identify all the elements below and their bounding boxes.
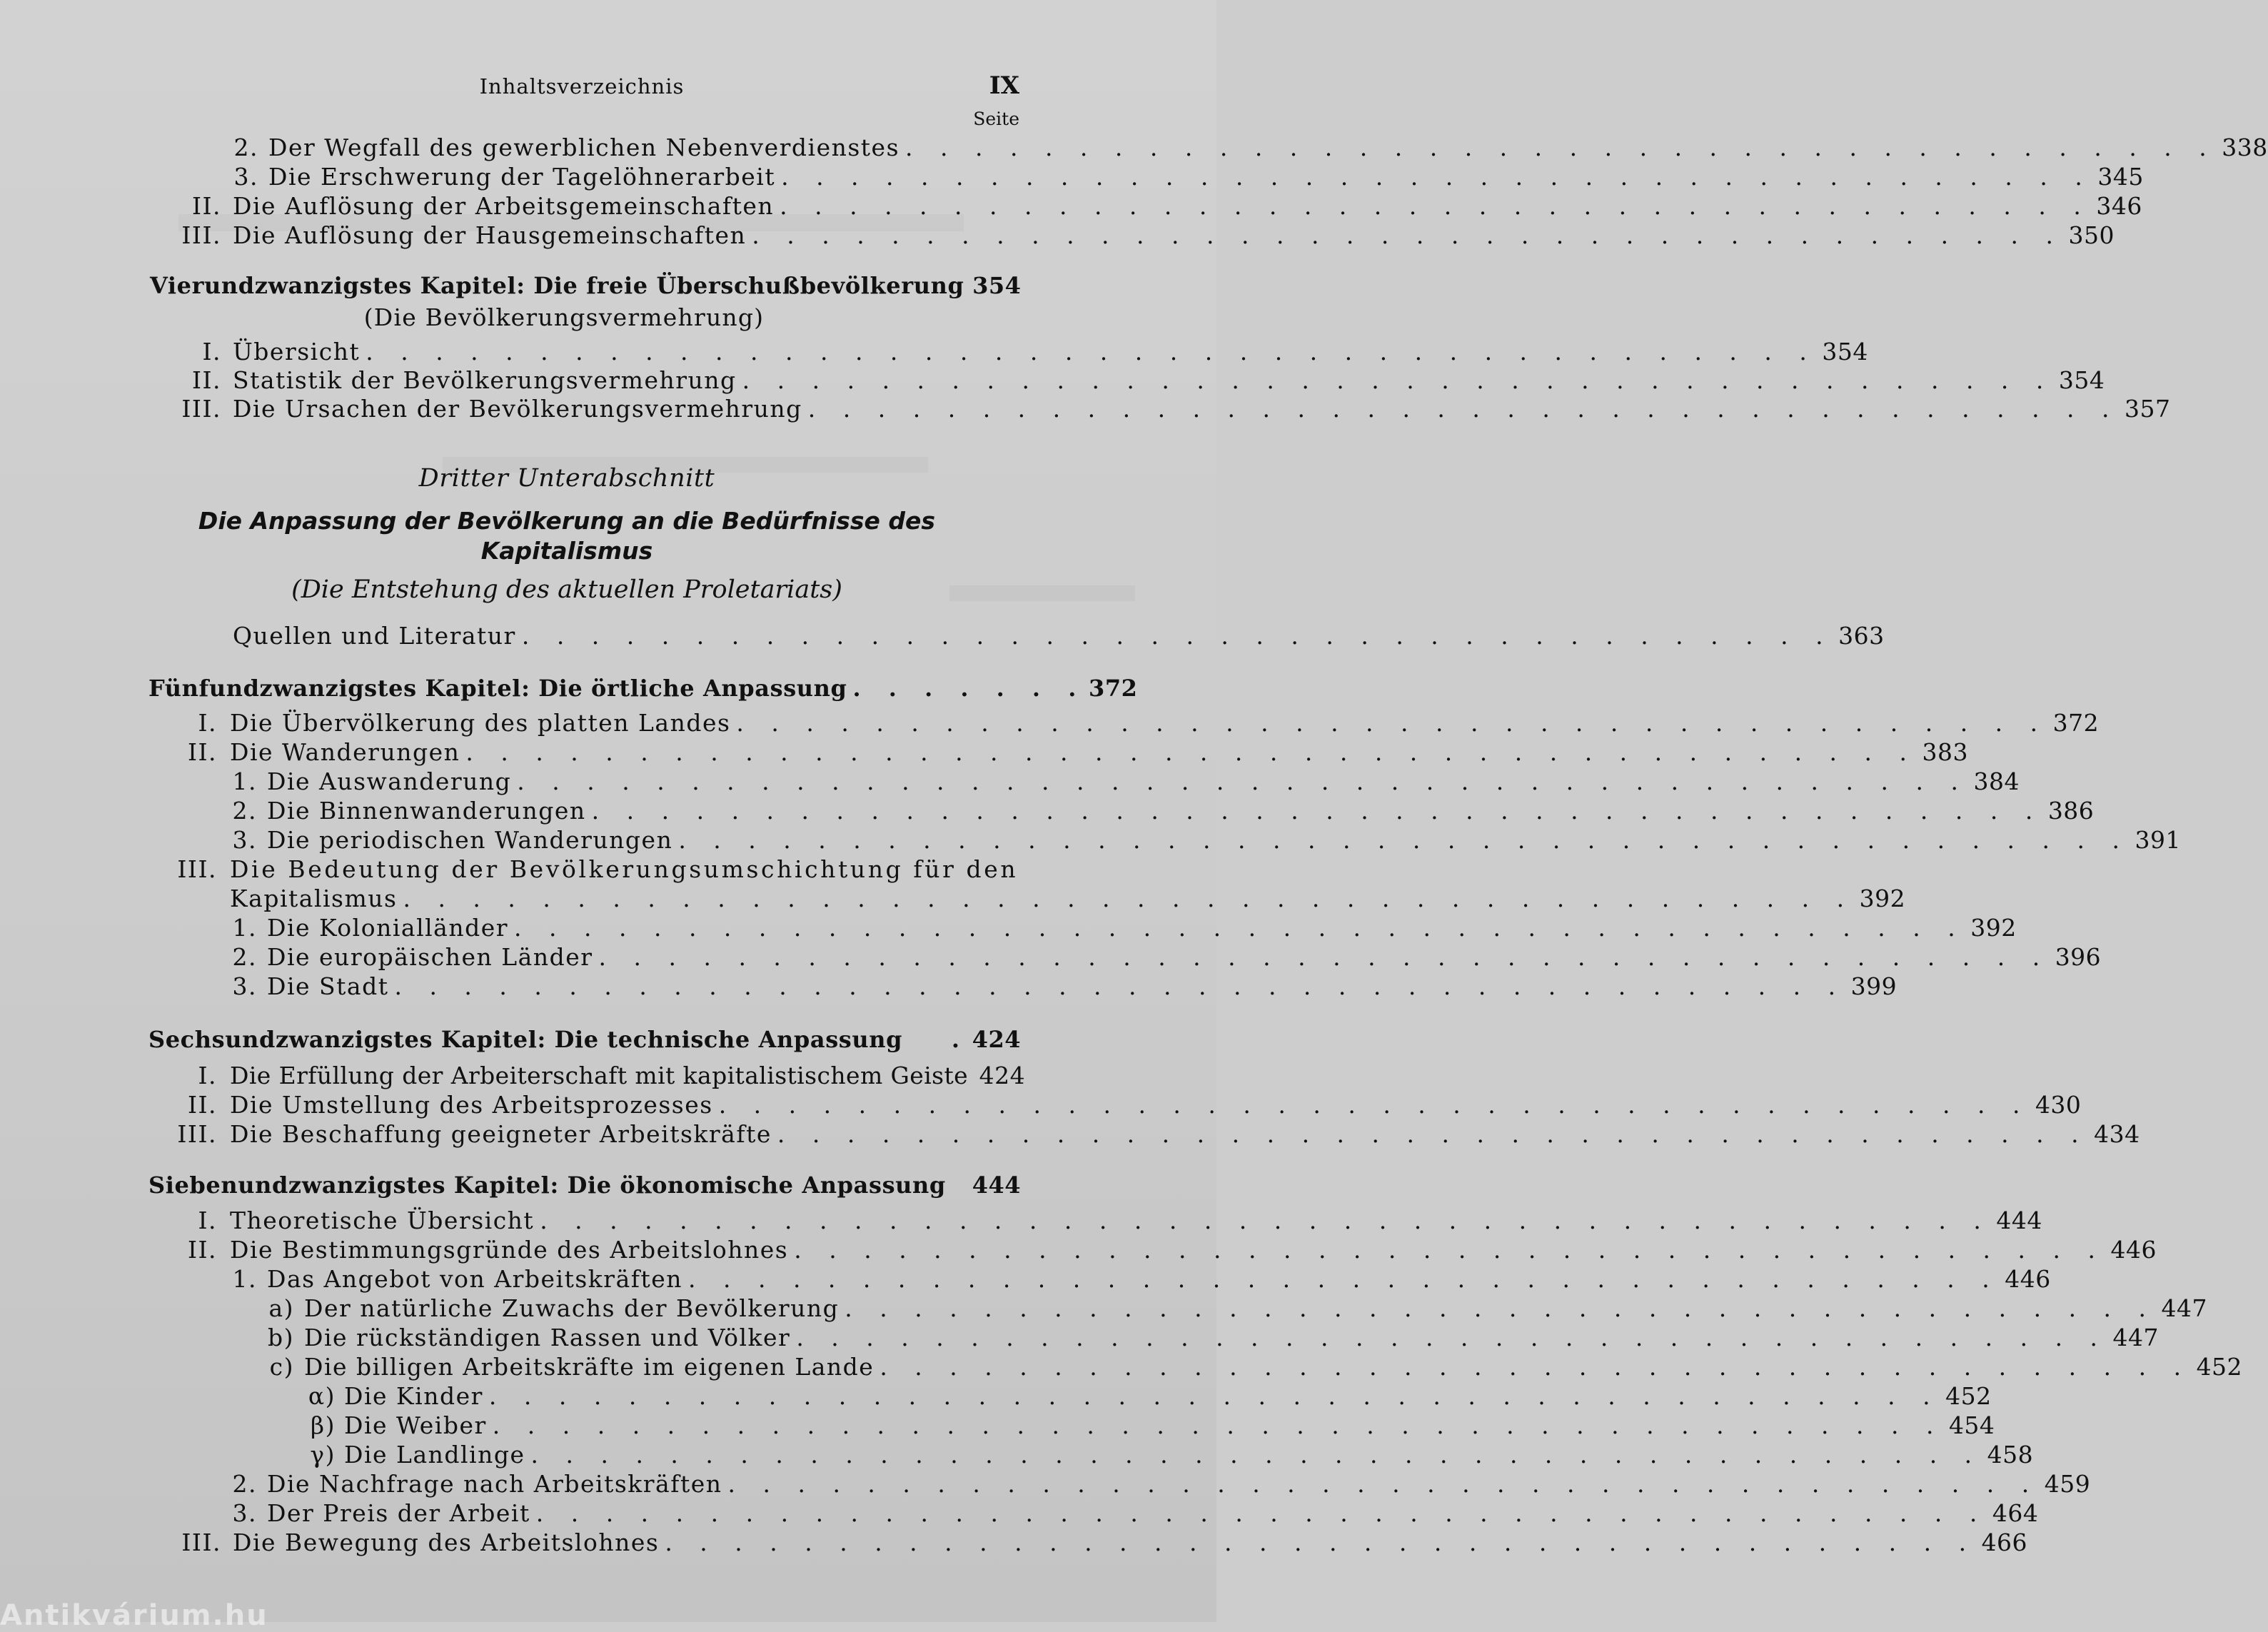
entry-page: 459 — [2044, 1470, 2091, 1498]
entry-title: Kapitalismus — [230, 885, 398, 912]
entry-title: Das Angebot von Arbeitskräften — [267, 1265, 683, 1293]
chapter-title: Fünfundzwanzigstes Kapitel: Die örtliche Anpassung — [148, 675, 847, 702]
entry-title: Die europäischen Länder — [267, 943, 593, 971]
entry-number: III. — [181, 395, 221, 423]
chapter-page: 444 — [972, 1172, 1021, 1199]
entry-page: 383 — [1922, 738, 1969, 766]
dot-leader: . . . . . . . . . . . . . . . . . . . . . . . . . . . . . . . . . . . . . . — [742, 366, 2054, 394]
entry-page: 392 — [1859, 885, 1906, 912]
dot-leader: . . . . . . . . . . . . . . . . . . . . . . . . . . . . . . . . . . . . . . . . . . — [591, 797, 2043, 825]
entry-page: 444 — [1996, 1207, 2042, 1234]
entry-page: 372 — [2052, 709, 2100, 737]
toc-entry — [306, 1441, 2034, 1469]
entry-number: III. — [181, 1528, 221, 1556]
entry-title: Die Weiber — [344, 1411, 487, 1439]
dot-leader: . . . . . . . . . . . . . . . . . . . . . . . . . . . . . . . . . . . . . . — [780, 192, 2091, 220]
entry-number: I. — [198, 709, 217, 737]
chapter-title: Siebenundzwanzigstes Kapitel: Die ökonomische Anpassung — [148, 1172, 946, 1199]
toc-entry — [214, 943, 2102, 971]
entry-title: Die Bewegung des Arbeitslohnes — [233, 1528, 660, 1556]
dot-leader: . . . . . . . . . . . . . . . . . . . . . . . . . . . . . . . . . . . . . . . . . . — [465, 738, 1917, 766]
toc-entry — [306, 1411, 1995, 1439]
entry-title: Die Kinder — [344, 1382, 483, 1410]
entry-number: 3. — [232, 1499, 257, 1527]
toc-entry — [177, 1207, 2042, 1234]
entry-title: Die periodischen Wanderungen — [267, 826, 673, 854]
entry-number: 1. — [232, 1265, 257, 1293]
toc-entry — [214, 1499, 2039, 1527]
dot-leader: . . . . . . . . . . . . . . . . . . . . . . . . . . . . . . . . . . . . . . . . . . — [517, 767, 1968, 795]
watermark: Antikvárium.hu — [0, 1599, 268, 1632]
chapter-page: 372 — [1089, 675, 1138, 702]
entry-title: Die Beschaffung geeigneter Arbeitskräfte — [230, 1120, 772, 1148]
toc-entry — [177, 1236, 2157, 1264]
entry-number: II. — [187, 738, 217, 766]
chapter-title: Sechsundzwanzigstes Kapitel: Die technische Anpassung — [148, 1026, 903, 1053]
entry-number: 2. — [233, 134, 258, 161]
entry-title: Die Auflösung der Arbeitsgemeinschaften — [233, 192, 775, 220]
entry-title: Die billigen Arbeitskräfte im eigenen Lande — [304, 1353, 875, 1381]
entry-number: I. — [198, 1062, 217, 1089]
entry-number: 3. — [232, 826, 257, 854]
entry-page: 354 — [1822, 338, 1868, 366]
entry-title: Die rückständigen Rassen und Völker — [304, 1324, 791, 1351]
entry-title: Die Wanderungen — [230, 738, 460, 766]
entry-page: 458 — [1987, 1441, 2034, 1469]
entry-title: Die Kolonialländer — [267, 914, 509, 942]
entry-title: Der natürliche Zuwachs der Bevölkerung — [304, 1294, 840, 1322]
running-header-title: Inhaltsverzeichnis — [479, 74, 685, 99]
entry-page: 464 — [1992, 1499, 2039, 1527]
dot-leader: . . . . . . . . . . . . . . . . . . . . . . . . . . . . . . . . . . . . . . . . . . — [492, 1411, 1944, 1439]
entry-page: 447 — [2161, 1294, 2208, 1322]
chapter-page: 354 — [972, 272, 1022, 299]
entry-page: 434 — [2094, 1120, 2140, 1148]
dot-leader: . . . . . . . . . . . . . . . . . . . . . . . . . . . . . . . . . . . . . . . . . . — [530, 1441, 1982, 1469]
entry-number: III. — [177, 1120, 217, 1148]
toc-entry — [266, 1353, 2243, 1381]
entry-page: 346 — [2096, 192, 2142, 220]
entry-number: II. — [191, 192, 221, 220]
dot-leader: . . . . . . . . . . . . . . . . . . . . . . . . . . . . . . . . . . . . . . — [718, 1091, 2030, 1119]
dot-leader: . . . . . . . . . . . . . . . . . . . . . . . . . . . . . . . . . . . . . . — [794, 1236, 2105, 1264]
entry-number: II. — [187, 1236, 217, 1264]
toc-entry — [266, 1294, 2208, 1322]
dot-leader: . . . . . . . . . . . . . . . . . . . . . . . . . . . . . . . . . . . . . . — [665, 1528, 1977, 1556]
entry-page: 391 — [2135, 826, 2181, 854]
dot-leader: . . . . . . . . . . . . . . . . . . . . . . . . . . . . . . . . . . . . . . . . . . — [488, 1382, 1940, 1410]
entry-page: 386 — [2047, 797, 2095, 825]
entry-number: 3. — [233, 163, 258, 191]
entry-number: 1. — [232, 914, 257, 942]
toc-entry — [178, 338, 1868, 366]
entry-number: II. — [187, 1091, 217, 1119]
entry-number: b) — [268, 1324, 294, 1351]
dot-leader: . . . . . . . . . . . . . . . . . . . . . . . . . . . . . . . . . . . . . . . . . . — [403, 885, 1855, 912]
chapter-title: Vierundzwanzigstes Kapitel: Die freie Überschußbevölkerung — [150, 272, 964, 299]
dot-leader: . . . . . . . . . . . . . . . . . . . . . . . . . . . . . . . . . . . . . . — [688, 1265, 2000, 1293]
toc-entry — [214, 767, 2020, 795]
chapter-heading — [148, 675, 1138, 702]
toc-entry — [214, 826, 2181, 854]
dot-leader: . . . . . . . . . . . . . . . . . . . . . . . . . . . . . . . . . . . . . . . . . . — [535, 1499, 1987, 1527]
entry-page: 424 — [979, 1062, 1026, 1089]
toc-entry — [177, 1062, 1026, 1089]
toc-entry — [214, 972, 1897, 1000]
entry-title: Die Erschwerung der Tagelöhnerarbeit — [268, 163, 776, 191]
toc-entry — [230, 885, 1906, 912]
dot-leader: . . . . . . . . . . . . . . . . . . . . . . . . . . . . . . . . . . . . . . — [807, 395, 2120, 423]
entry-number: c) — [269, 1353, 294, 1381]
entry-number: a) — [268, 1294, 294, 1322]
entry-number: 3. — [232, 972, 257, 1000]
entry-number: α) — [308, 1382, 336, 1410]
dot-leader: . . . . . . . . . . . . . . . . . . . . . . . . . . . . . . . . . . . . . . — [796, 1324, 2108, 1351]
dot-leader: . . . . . . . . . . . . . . . . . . . . . . . . . . . . . . . . . . . . . . . . . . — [598, 943, 2050, 971]
toc-entry — [306, 1382, 1992, 1410]
dot-leader: . . . . . . . . . . . . . . . . . . . . . . . . . . . . . . . . . . . . . . — [736, 709, 2048, 737]
entry-number: II. — [191, 366, 221, 394]
dot-leader: . — [951, 1026, 969, 1053]
entry-title: Die Umstellung des Arbeitsprozesses — [230, 1091, 713, 1119]
toc-entry — [178, 1528, 2028, 1556]
dot-leader: . . . . . . . . . . . . . . . . . . . . . . . . . . . . . . . . . . . . . . . . . . — [678, 826, 2130, 854]
entry-title: Die Übervölkerung des platten Landes — [230, 709, 731, 737]
entry-page: 447 — [2112, 1324, 2159, 1351]
section-title-line2: Kapitalismus — [480, 537, 653, 565]
toc-entry — [177, 1120, 2140, 1148]
entry-page: 446 — [2110, 1236, 2157, 1264]
toc-entry — [214, 163, 2144, 191]
entry-page: 357 — [2125, 395, 2171, 423]
entry-number: I. — [202, 338, 221, 366]
dot-leader: . . . . . . . . . . . . . . . . . . . . . . . . . . . . . . . . . . . . . . — [880, 1353, 2192, 1381]
toc-entry — [177, 1091, 2082, 1119]
chapter-heading — [150, 274, 1021, 297]
entry-number: I. — [198, 1207, 217, 1234]
entry-number: β) — [311, 1411, 336, 1439]
entry-page: 363 — [1838, 622, 1885, 650]
section-title-line1: Die Anpassung der Bevölkerung an die Bedürfnisse des — [198, 507, 936, 535]
toc-entry — [178, 395, 2171, 423]
entry-title: Die Ursachen der Bevölkerungsvermehrung — [233, 395, 802, 423]
entry-number: 2. — [232, 1470, 257, 1498]
entry-page: 338 — [2222, 134, 2268, 161]
entry-title: Theoretische Übersicht — [230, 1207, 535, 1234]
entry-title: Übersicht — [233, 338, 361, 366]
subsection-label: Dritter Unterabschnitt — [418, 464, 715, 493]
toc-entry — [177, 709, 2100, 737]
toc-entry — [233, 622, 1885, 650]
entry-title: Die Stadt — [267, 972, 389, 1000]
dot-leader: . . . . . . . — [852, 675, 1087, 702]
toc-entry — [214, 914, 2017, 942]
entry-number: 2. — [232, 797, 257, 825]
seite-label: Seite — [973, 109, 1019, 129]
entry-title: Statistik der Bevölkerungsvermehrung — [233, 366, 737, 394]
entry-title: Die Binnenwanderungen — [267, 797, 586, 825]
entry-page: 452 — [2196, 1353, 2243, 1381]
chapter-subtitle: (Die Bevölkerungsvermehrung) — [363, 303, 765, 331]
dot-leader: . . . . . . . . . . . . . . . . . . . . . . . . . . . . . . . . . . . . . . . . . . — [540, 1207, 1991, 1234]
chapter-heading — [148, 1174, 1021, 1197]
dot-leader: . . . . . . . . . . . . . . . . . . . . . . . . . . . . . . . . . . . . . . — [845, 1294, 2157, 1322]
entry-title: Der Preis der Arbeit — [267, 1499, 530, 1527]
dot-leader: . . . . . . . . . . . . . . . . . . . . . . . . . . . . . . . . . . . . . . — [781, 163, 2092, 191]
entry-page: 452 — [1945, 1382, 1992, 1410]
section-subtitle: (Die Entstehung des aktuellen Proletariats) — [291, 575, 842, 604]
entry-page: 396 — [2055, 943, 2102, 971]
dot-leader: . . . . . . . . . . . . . . . . . . . . . . . . . . . . . . . . . . . . . . — [777, 1120, 2089, 1148]
entry-number: 1. — [232, 767, 257, 795]
page-number: IX — [989, 71, 1019, 100]
entry-page: 345 — [2097, 163, 2144, 191]
dot-leader: . . . . . . . . . . . . . . . . . . . . . . . . . . . . . . . . . . . . . . — [727, 1470, 2040, 1498]
entry-title: Die Nachfrage nach Arbeitskräften — [267, 1470, 722, 1498]
toc-entry — [178, 366, 2105, 394]
dot-leader: . . . . . . . . . . . . . . . . . . . . . . . . . . . . . . . . . . . . . . — [752, 221, 2063, 249]
toc-entry — [214, 797, 2095, 825]
toc-entry — [177, 738, 1969, 766]
entry-number: III. — [181, 221, 221, 249]
toc-entry — [178, 221, 2115, 249]
chapter-page: 424 — [972, 1026, 1021, 1053]
entry-title: Die Bestimmungsgründe des Arbeitslohnes — [230, 1236, 789, 1264]
entry-title: Der Wegfall des gewerblichen Nebenverdienstes — [268, 134, 900, 161]
toc-entry — [266, 1324, 2159, 1351]
entry-title: Die Landlinge — [344, 1441, 525, 1469]
entry-page: 354 — [2058, 366, 2105, 394]
entry-title: Die Auflösung der Hausgemeinschaften — [233, 221, 747, 249]
entry-page: 350 — [2068, 221, 2115, 249]
toc-entry — [178, 192, 2142, 220]
entry-page: 466 — [1981, 1528, 2028, 1556]
entry-number: 2. — [232, 943, 257, 971]
entry-page: 399 — [1850, 972, 1897, 1000]
chapter-heading — [148, 1028, 1021, 1051]
entry-page: 384 — [1973, 767, 2020, 795]
dot-leader: . . . . . . . . . . . . . . . . . . . . . . . . . . . . . . . . . . . . . . . . . . — [394, 972, 1846, 1000]
entry-number: III. — [177, 855, 217, 883]
entry-title: Die Auswanderung — [267, 767, 512, 795]
entry-title: Quellen und Literatur — [233, 622, 516, 650]
entry-title: Die Erfüllung der Arbeiterschaft mit kapitalistischem Geiste — [230, 1062, 969, 1089]
dot-leader: . . . . . . . . . . . . . . . . . . . . . . . . . . . . . . . . . . . . . . — [905, 134, 2217, 161]
toc-entry — [214, 134, 2268, 161]
entry-page: 430 — [2035, 1091, 2082, 1119]
entry-title: Die Bedeutung der Bevölkerungsumschichtung für den — [230, 855, 1019, 883]
entry-page: 454 — [1948, 1411, 1995, 1439]
entry-number: γ) — [310, 1441, 336, 1469]
toc-entry — [177, 857, 1021, 881]
toc-entry — [214, 1265, 2051, 1293]
dot-leader: . . . . . . . . . . . . . . . . . . . . . . . . . . . . . . . . . . . . . . . . . . — [514, 914, 1965, 942]
dot-leader: . . . . . . . . . . . . . . . . . . . . . . . . . . . . . . . . . . . . . . . . . . — [366, 338, 1817, 366]
entry-page: 446 — [2005, 1265, 2051, 1293]
entry-page: 392 — [1970, 914, 2017, 942]
dot-leader: . . . . . . . . . . . . . . . . . . . . . . . . . . . . . . . . . . . . . . — [521, 622, 1833, 650]
toc-entry — [214, 1470, 2091, 1498]
